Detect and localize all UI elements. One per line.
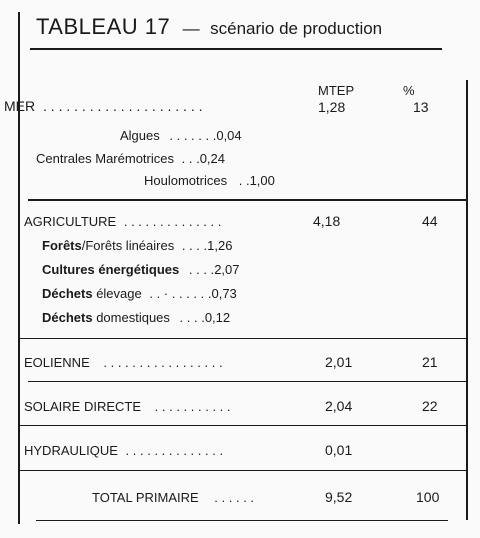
- title-main: TABLEAU 17: [36, 14, 171, 39]
- total-label: TOTAL PRIMAIRE: [92, 490, 199, 505]
- solaire-row: [24, 399, 231, 414]
- title-dash: —: [182, 19, 200, 38]
- mer-item-houlomotrices: Houlomotrices . .1,00: [144, 173, 275, 188]
- mer-label: MER: [4, 98, 36, 114]
- agriculture-value: 4,18: [313, 213, 341, 229]
- right-border: [466, 80, 468, 520]
- separator-eolienne: [28, 381, 466, 382]
- mer-item-maremotrices: Centrales Marémotrices . . .0,24: [36, 151, 225, 166]
- mer-dots: . . . . . . . . . . . . . . . . . . . . .: [43, 98, 203, 114]
- agri-item-dechets-domestiques: Déchets domestiques . . . .0,12: [42, 310, 231, 325]
- title-underline: [30, 48, 442, 50]
- total-dots: . . . . . .: [214, 490, 255, 505]
- solaire-percent: 22: [422, 398, 438, 414]
- separator-mer: [28, 199, 466, 201]
- title-subtitle: scénario de production: [210, 19, 383, 38]
- total-value: 9,52: [325, 489, 353, 505]
- agriculture-percent: 44: [422, 213, 438, 229]
- separator-agriculture: [18, 338, 466, 339]
- agriculture-row: [24, 214, 221, 229]
- separator-hydraulique: [18, 470, 466, 471]
- total-percent: 100: [416, 489, 440, 505]
- mer-row: [4, 98, 203, 114]
- table-bottom-rule: [36, 520, 448, 521]
- agri-item-dechets-elevage: Déchets élevage . . · . . . . . .0,73: [42, 286, 237, 301]
- table-title: [36, 14, 382, 40]
- solaire-label: SOLAIRE DIRECTE: [24, 399, 142, 414]
- eolienne-label: EOLIENNE: [24, 355, 90, 370]
- mer-percent: 13: [413, 99, 429, 115]
- agriculture-label: AGRICULTURE: [24, 214, 117, 229]
- agri-item-cultures: Cultures énergétiques . . . .2,07: [42, 262, 240, 277]
- total-row: [92, 490, 254, 505]
- hydraulique-dots: . . . . . . . . . . . . . .: [125, 443, 224, 458]
- eolienne-percent: 21: [422, 354, 438, 370]
- header-mtep: MTEP: [318, 83, 355, 98]
- header-percent: %: [403, 83, 415, 98]
- mer-value: 1,28: [318, 99, 346, 115]
- eolienne-dots: . . . . . . . . . . . . . . . . .: [103, 355, 223, 370]
- hydraulique-value: 0,01: [325, 442, 353, 458]
- separator-solaire: [18, 425, 466, 426]
- hydraulique-label: HYDRAULIQUE: [24, 443, 118, 458]
- agri-item-forets: Forêts/Forêts linéaires . . . .1,26: [42, 238, 233, 253]
- solaire-dots: . . . . . . . . . . .: [154, 399, 231, 414]
- mer-item-algues: Algues . . . . . . .0,04: [120, 128, 242, 143]
- left-border: [18, 12, 20, 524]
- eolienne-row: [24, 355, 223, 370]
- eolienne-value: 2,01: [325, 354, 353, 370]
- hydraulique-row: [24, 443, 223, 458]
- solaire-value: 2,04: [325, 398, 353, 414]
- agriculture-dots: . . . . . . . . . . . . . .: [123, 214, 222, 229]
